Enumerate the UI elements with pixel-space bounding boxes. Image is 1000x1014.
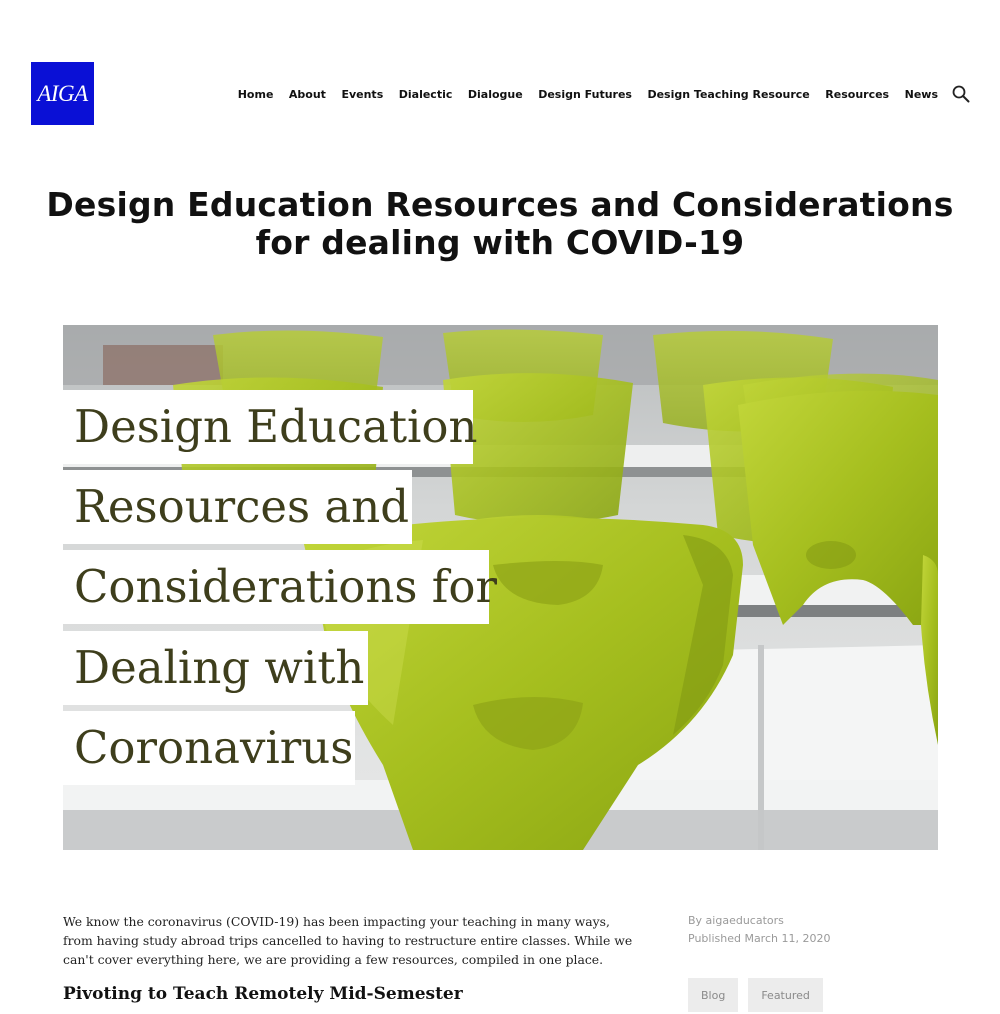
published-date: Published March 11, 2020 — [688, 932, 831, 945]
search-icon[interactable] — [952, 85, 970, 103]
nav-design-teaching-resource[interactable]: Design Teaching Resource — [647, 87, 810, 101]
post-meta — [688, 912, 830, 948]
nav-events[interactable]: Events — [341, 87, 384, 101]
nav-about[interactable]: About — [288, 87, 326, 101]
nav-dialogue[interactable]: Dialogue — [467, 87, 523, 101]
logo-text: AIGA — [37, 80, 88, 106]
section-heading: Pivoting to Teach Remotely Mid-Semester — [63, 984, 463, 1004]
nav-resources[interactable]: Resources — [825, 87, 890, 101]
author-byline[interactable]: By aigaeducators — [688, 914, 784, 927]
nav-dialectic[interactable]: Dialectic — [398, 87, 453, 101]
hero-text-line: Design Education — [63, 390, 473, 464]
tag-blog[interactable]: Blog — [688, 978, 738, 1012]
hero-text-line: Resources and — [63, 470, 412, 544]
nav-design-futures[interactable]: Design Futures — [538, 87, 632, 101]
hero-text-line: Coronavirus — [63, 711, 355, 785]
nav-news[interactable]: News — [904, 87, 938, 101]
main-nav — [238, 84, 970, 104]
hero-text-line: Considerations for — [63, 550, 489, 624]
aiga-logo[interactable] — [31, 62, 94, 125]
intro-paragraph: We know the coronavirus (COVID-19) has been impacting your teaching in many ways, from having study abroad trips cancelled to having to restructure entire classes. While we can't cover everything here, we are providing a few resources, compiled in one place. — [63, 914, 633, 967]
tag-featured[interactable]: Featured — [748, 978, 823, 1012]
nav-home[interactable]: Home — [237, 87, 274, 101]
hero-text-line: Dealing with — [63, 631, 368, 705]
page-title: Design Education Resources and Considerations for dealing with COVID-19 — [46, 185, 954, 262]
tag-list — [688, 978, 833, 1012]
hero-image — [63, 325, 938, 850]
